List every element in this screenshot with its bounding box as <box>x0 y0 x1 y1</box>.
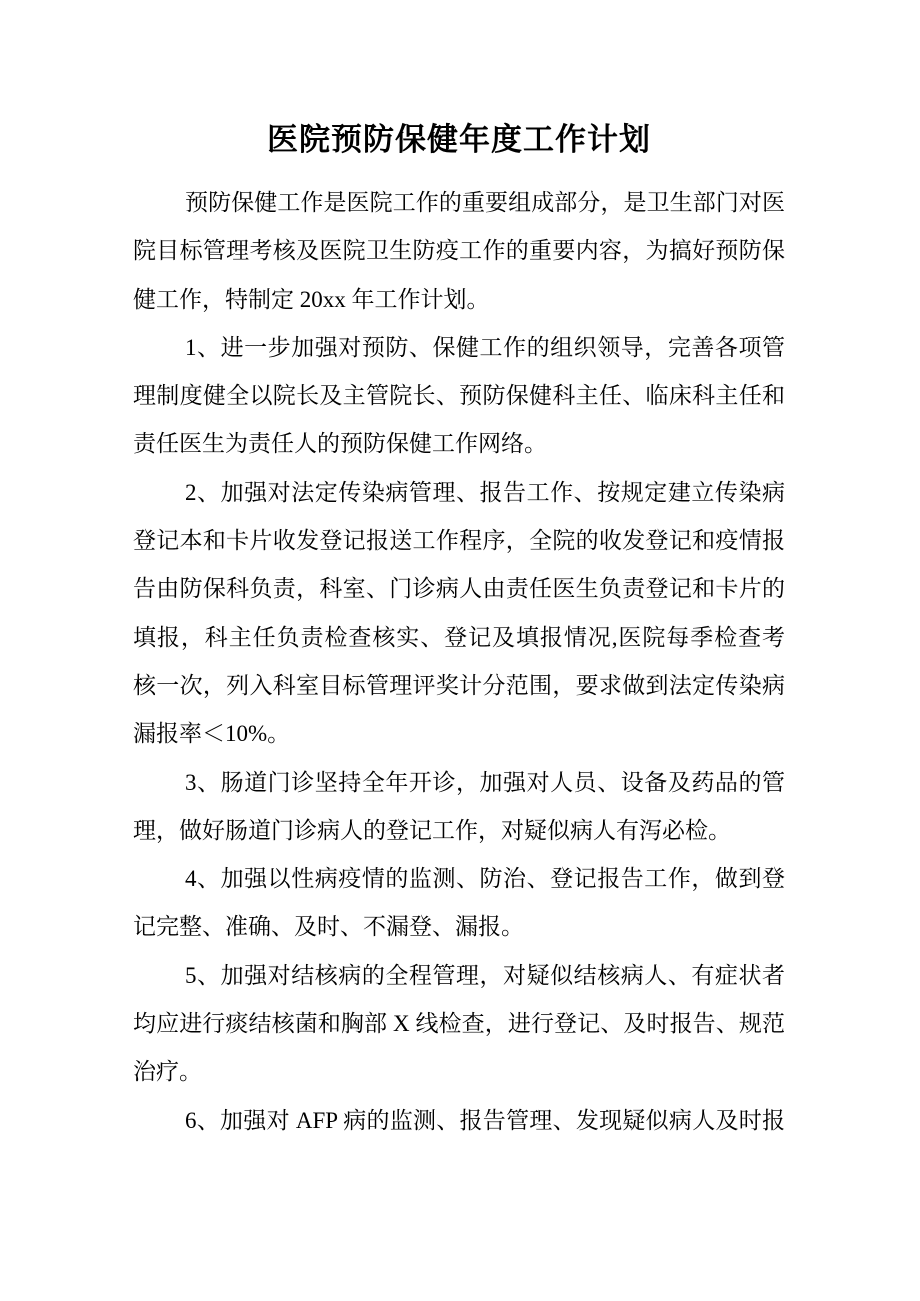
paragraph-item-1 <box>133 324 785 469</box>
text-line: 4、加强以性病疫情的监测、防治、登记报告工作，做到登 <box>185 866 785 892</box>
text-line: 责任医生为责任人的预防保健工作网络。 <box>133 431 547 457</box>
text-line: 治疗。 <box>133 1059 202 1085</box>
paragraph-item-4 <box>133 855 785 952</box>
text-line: 核一次，列入科室目标管理评奖计分范围，要求做到法定传染病 <box>133 672 785 698</box>
text-line: 预防保健工作是医院工作的重要组成部分，是卫生部门对医 <box>185 190 785 215</box>
document-body <box>133 179 785 1145</box>
document-title: 医院预防保健年度工作计划 <box>267 122 651 157</box>
text-line: 6、加强对 AFP 病的监测、报告管理、发现疑似病人及时报 <box>185 1107 785 1133</box>
text-line: 健工作，特制定 20xx 年工作计划。 <box>133 286 490 312</box>
text-line: 理制度健全以院长及主管院长、预防保健科主任、临床科主任和 <box>133 383 785 409</box>
text-line: 1、进一步加强对预防、保健工作的组织领导，完善各项管 <box>185 334 785 360</box>
text-line: 登记本和卡片收发登记报送工作程序，全院的收发登记和疫情报 <box>133 528 785 554</box>
text-line: 均应进行痰结核菌和胸部 X 线检查，进行登记、及时报告、规范 <box>133 1011 785 1037</box>
text-line: 漏报率＜10%。 <box>133 721 291 747</box>
text-line: 填报，科主任负责检查核实、登记及填报情况,医院每季检查考 <box>133 624 785 650</box>
text-line: 3、肠道门诊坚持全年开诊，加强对人员、设备及药品的管 <box>185 769 785 795</box>
text-line: 院目标管理考核及医院卫生防疫工作的重要内容，为搞好预防保 <box>133 238 785 264</box>
text-line: 5、加强对结核病的全程管理，对疑似结核病人、有症状者 <box>185 962 785 988</box>
paragraph-item-5 <box>133 952 785 1097</box>
text-line: 理，做好肠道门诊病人的登记工作，对疑似病人有泻必检。 <box>133 817 731 843</box>
text-line: 记完整、准确、及时、不漏登、漏报。 <box>133 914 524 940</box>
paragraph-intro <box>133 179 785 324</box>
paragraph-item-6 <box>133 1097 785 1145</box>
document-content <box>133 120 785 1145</box>
text-line: 告由防保科负责，科室、门诊病人由责任医生负责登记和卡片的 <box>133 576 785 602</box>
paragraph-item-3 <box>133 759 785 856</box>
text-line: 2、加强对法定传染病管理、报告工作、按规定建立传染病 <box>185 479 785 505</box>
paragraph-item-2 <box>133 469 785 759</box>
